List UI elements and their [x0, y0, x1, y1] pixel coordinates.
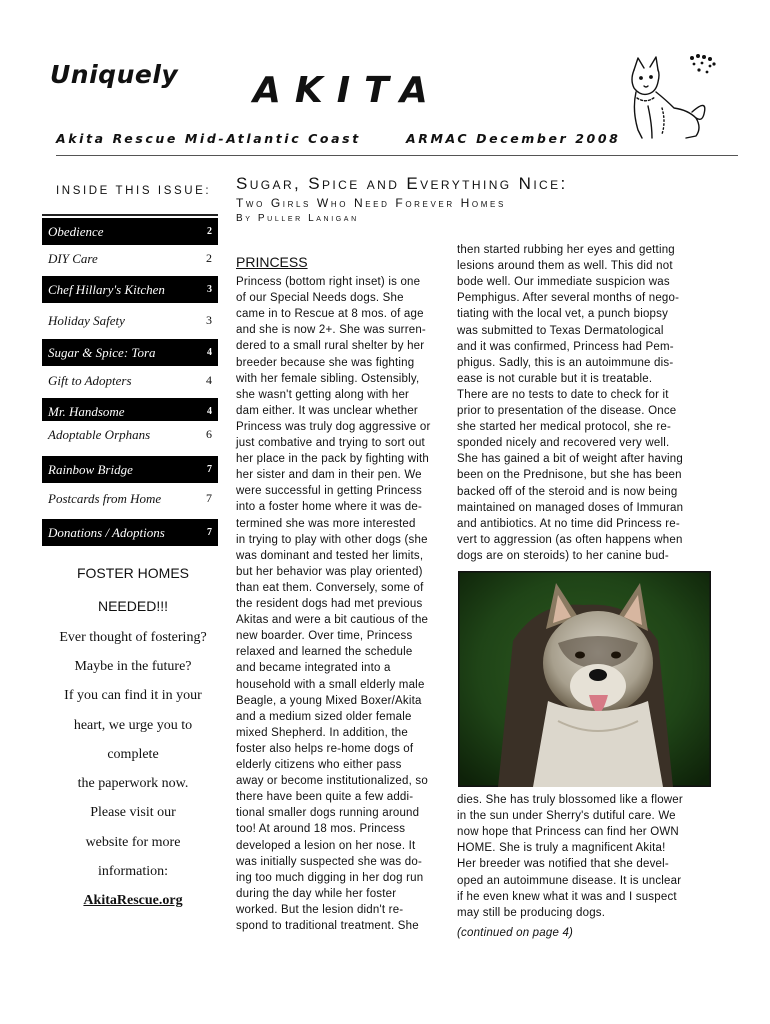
article-text-line: with her female sibling. Ostensibly,	[236, 372, 420, 385]
article-text-line: was submitted to Texas Dermatological	[457, 324, 664, 337]
toc-item-page: 7	[206, 491, 212, 505]
foster-line: website for more	[85, 835, 181, 850]
article-text-line: tiating with the local vet, a punch biopsy	[457, 308, 669, 321]
toc-item-page: 3	[206, 313, 212, 327]
akita-dog-logo	[622, 48, 722, 144]
foster-line: Maybe in the future?	[74, 659, 192, 674]
article-text-line: came in to Rescue at 8 mos. of age	[236, 308, 424, 321]
foster-line: the paperwork now.	[77, 776, 189, 791]
toc-item-page: 2	[206, 251, 212, 265]
article-text-line: lesions around them as well. This did not	[457, 260, 673, 273]
article-text-line: Akitas and were a bit cautious of the	[236, 614, 429, 627]
article-text-line: may still be producing dogs.	[457, 906, 606, 919]
article-text-line: Pemphigus. After several months of nego-	[457, 292, 680, 305]
toc-item-label: Holiday Safety	[48, 312, 125, 328]
masthead-organization: Akita Rescue Mid-Atlantic Coast	[56, 131, 361, 146]
article-text-line: into a foster home where it was de-	[236, 501, 422, 514]
article-text-line: maintained on managed doses of Immuran	[457, 501, 684, 514]
article-text-line: elderly citizens who either pass	[236, 759, 402, 771]
toc-item-page: 3	[207, 284, 212, 295]
article-text-line: new boarder. Over time, Princess	[236, 630, 413, 643]
foster-line: heart, we urge you to	[73, 718, 193, 733]
article-text-line: and she is now 2+. She was surren-	[236, 324, 426, 337]
article-text-line: then started rubbing her eyes and getting	[457, 244, 675, 256]
article-text-line: ease is not curable but it is treatable.	[457, 372, 653, 385]
article-text-line: and antibiotics. At no time did Princess re-	[457, 517, 680, 530]
article-text-line: and became integrated into a	[236, 662, 391, 675]
toc-item[interactable]	[42, 485, 218, 512]
article-text-line: than eat them. Conversely, some of	[236, 581, 424, 594]
foster-heading-2: NEEDED!!!	[97, 598, 168, 614]
inside-this-issue-heading: INSIDE THIS ISSUE:	[56, 185, 212, 197]
article-text-line: if he even knew what it was and I suspect	[457, 890, 677, 903]
article-text-line: foster also helps re-home dogs of	[236, 742, 414, 755]
masthead-divider	[56, 155, 738, 156]
article-text-line: relaxed and learned the schedule	[236, 646, 413, 659]
toc-item[interactable]	[42, 367, 218, 394]
article-text-line: in the sun under Sherry's dutiful care. We	[457, 810, 676, 823]
article-text-line: Beagle, a young Mixed Boxer/Akita	[236, 694, 422, 707]
article-text-line: Her breeder was notified that she devel-	[457, 858, 669, 871]
article-text-line: Princess was truly dog aggressive or	[236, 420, 431, 433]
toc-item-page: 7	[207, 527, 212, 538]
toc-item-page: 7	[207, 464, 212, 475]
article-text-line: the resident dogs had met previous	[236, 598, 423, 610]
article-text-line: dies. She has truly blossomed like a flower	[457, 794, 683, 806]
article-text-line: and a medium sized older female	[236, 710, 412, 723]
toc-item-page: 6	[206, 427, 212, 441]
article-byline: By Puller Lanigan	[236, 213, 359, 224]
article-text-line: she wasn't getting along with her	[236, 388, 410, 401]
article-text-line: HOME. She is truly a magnificent Akita!	[457, 842, 666, 855]
article-text-line: were successful in getting Princess	[236, 485, 422, 498]
continued-note: (continued on page 4)	[457, 926, 574, 939]
masthead-uniquely: Uniquely	[50, 60, 179, 89]
foster-line: Ever thought of fostering?	[59, 630, 207, 645]
article-title: Sugar, Spice and Everything Nice:	[236, 174, 568, 193]
article-text-line: there have been quite a few addi-	[236, 791, 414, 804]
toc-item-page: 4	[207, 347, 212, 358]
toc-item-label: DIY Care	[48, 250, 98, 266]
article-text-line: spond to traditional treatment. She	[236, 920, 419, 932]
article-text-line: dogs are on steroids) to her canine bud-	[457, 549, 669, 562]
toc-item-label: Adoptable Orphans	[48, 426, 151, 442]
article-text-line: was dominant and tested her limits,	[236, 549, 424, 562]
article-text-line: during the day while her foster	[236, 887, 397, 900]
toc-item-label: Chef Hillary's Kitchen	[48, 281, 165, 297]
article-text-line: but her behavior was play oriented)	[236, 565, 423, 578]
article-text-line: worked. But the lesion didn't re-	[236, 903, 404, 916]
foster-line: complete	[107, 747, 159, 762]
article-text-line: in trying to play with other dogs (she	[236, 533, 428, 546]
article-text-line: developed a lesion on her nose. It	[236, 839, 416, 852]
website-link[interactable]: AkitaRescue.org	[83, 893, 183, 908]
toc-item[interactable]	[42, 339, 218, 366]
inside-divider	[42, 214, 218, 216]
article-text-line: sponded nicely and recovered very well.	[457, 437, 670, 450]
masthead-title: AKITA	[253, 70, 442, 111]
toc-item[interactable]	[42, 519, 218, 546]
article-text-line: termined she was more interested	[236, 517, 416, 530]
toc-item-page: 2	[207, 226, 212, 237]
toc-item[interactable]	[42, 456, 218, 483]
toc-item-label: Gift to Adopters	[48, 372, 132, 388]
article-text-line: and it was confirmed, Princess had Pem-	[457, 340, 674, 353]
article-text-line: prior to presentation of the disease. Once	[457, 405, 677, 417]
article-text-line: too! At around 18 mos. Princess	[236, 823, 406, 836]
toc-item[interactable]	[42, 421, 218, 448]
masthead-issue-date: ARMAC December 2008	[406, 131, 621, 146]
foster-line: If you can find it in your	[64, 688, 202, 703]
toc-item-label: Donations / Adoptions	[48, 524, 165, 540]
foster-line: Please visit our	[90, 805, 176, 820]
article-text-line: dered to a small rural shelter by her	[236, 340, 425, 353]
toc-item[interactable]	[42, 276, 218, 303]
article-text-line: she started her medical protocol, she re-	[457, 421, 672, 434]
toc-item-page: 4	[207, 406, 212, 417]
toc-item[interactable]	[42, 307, 218, 334]
toc-item-label: Postcards from Home	[48, 490, 162, 506]
article-text-line: her sister and dam in their pen. We	[236, 469, 422, 482]
toc-item-page: 4	[206, 373, 212, 387]
article-text-line: was initially suspected she was do-	[236, 855, 422, 868]
article-text-line: her place in the pack by fighting with	[236, 453, 429, 466]
toc-item-label: Mr. Handsome	[48, 403, 125, 419]
article-text-line: dam either. It was unclear whether	[236, 404, 418, 417]
article-text-line: tional smaller dogs running around	[236, 807, 420, 820]
toc-item-label: Obedience	[48, 223, 104, 239]
toc-item[interactable]	[42, 218, 218, 245]
article-text-line: just combative and trying to sort out	[236, 437, 425, 449]
toc-item-label: Rainbow Bridge	[48, 461, 133, 477]
toc-item-label: Sugar & Spice: Tora	[48, 344, 156, 360]
article-text-line: mixed Shepherd. In addition, the	[236, 726, 408, 739]
article-text-line: Princess (bottom right inset) is one	[236, 276, 421, 288]
foster-heading: FOSTER HOMES	[76, 565, 189, 581]
princess-akita-photo	[458, 571, 711, 787]
article-text-line: backed off of the steroid and is now being	[457, 485, 678, 498]
article-text-line: breeder because she was fighting	[236, 356, 415, 369]
article-text-line: away or become institutionalized, so	[236, 775, 428, 788]
section-heading-princess: PRINCESS	[236, 254, 308, 270]
foster-line: information:	[98, 864, 168, 879]
article-text-line: vert to aggression (as often happens when	[457, 533, 683, 546]
article-text-line: phigus. Sadly, this is an autoimmune dis-	[457, 356, 674, 369]
article-text-line: oped an autoimmune disease. It is unclear	[457, 874, 682, 887]
article-text-line: household with a small elderly male	[236, 678, 425, 691]
article-subtitle: Two Girls Who Need Forever Homes	[236, 196, 506, 210]
article-text-line: ing too much digging in her dog run	[236, 871, 424, 884]
article-text-line: There are no tests to date to check for it	[457, 388, 669, 401]
article-text-line: bode well. Our immediate suspicion was	[457, 276, 670, 289]
article-text-line: now hope that Princess can find her OWN	[457, 826, 679, 839]
toc-item[interactable]	[42, 245, 218, 272]
article-text-line: She has gained a bit of weight after having	[457, 453, 683, 466]
article-text-line: been on the Prednisone, but she has been	[457, 469, 682, 482]
article-text-line: of our Special Needs dogs. She	[236, 292, 404, 305]
